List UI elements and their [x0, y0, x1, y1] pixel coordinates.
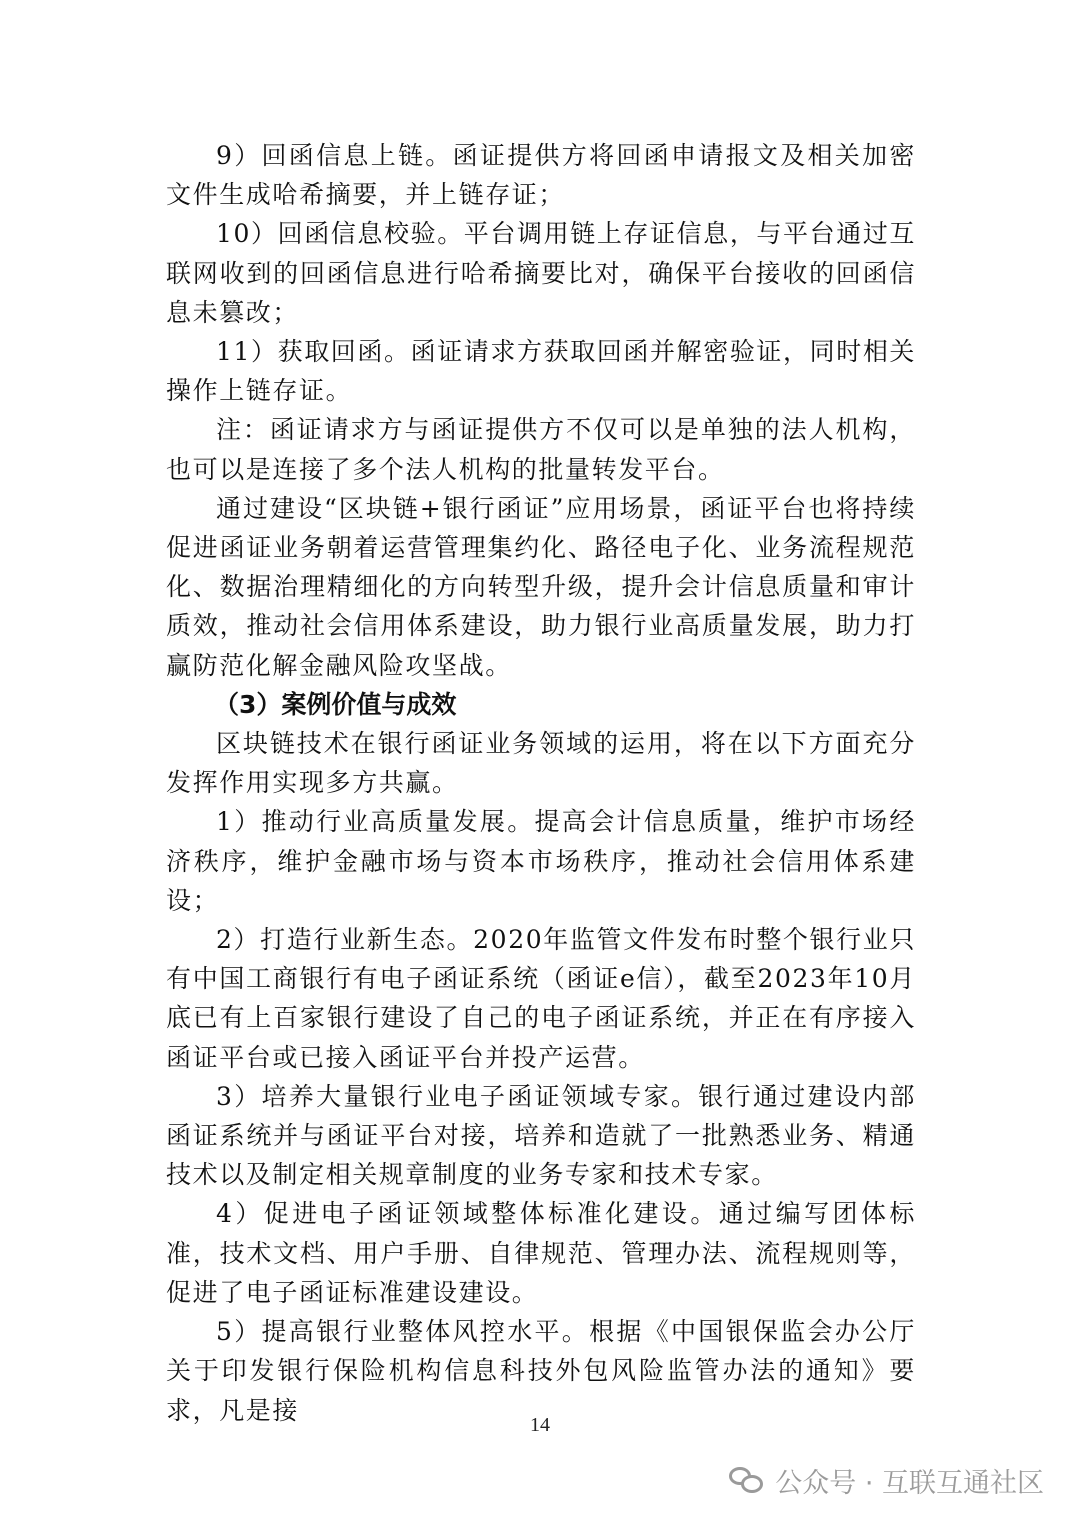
paragraph-step-10: 10）回函信息校验。平台调用链上存证信息，与平台通过互联网收到的回函信息进行哈希摘要比对，确保平台接收的回函信息未篡改；	[166, 219, 917, 327]
paragraph-summary: 通过建设“区块链+银行函证”应用场景，函证平台也将持续促进函证业务朝着运营管理集约化、路径电子化、业务流程规范化、数据治理精细化的方向转型升级，提升会计信息质量和审计质效，推动社会信用体系建设，助力银行业高质量发展，助力打赢防范化解金融风险攻坚战。	[166, 493, 916, 680]
paragraph-step-9: 9）回函信息上链。函证提供方将回函申请报文及相关加密文件生成哈希摘要，并上链存证；	[166, 141, 916, 210]
section-heading: （3）案例价值与成效	[214, 689, 457, 719]
paragraph-value-2: 2）打造行业新生态。2020年监管文件发布时整个银行业只有中国工商银行有电子函证系统（函证e信），截至2023年10月底已有上百家银行建设了自己的电子函证系统，并正在有序接入函证平台或已接入函证平台并投产运营。	[166, 925, 916, 1072]
document-body	[166, 136, 916, 1430]
paragraph-value-1: 1）推动行业高质量发展。提高会计信息质量，维护市场经济秩序，维护金融市场与资本市场秩序，推动社会信用体系建设；	[166, 807, 916, 915]
paragraph-intro: 区块链技术在银行函证业务领域的运用，将在以下方面充分发挥作用实现多方共赢。	[166, 729, 916, 798]
wechat-icon	[729, 1465, 765, 1495]
paragraph-note: 注：函证请求方与函证提供方不仅可以是单独的法人机构，也可以是连接了多个法人机构的批量转发平台。	[166, 415, 916, 484]
watermark	[729, 1458, 1044, 1502]
watermark-text: 公众号 · 互联互通社区	[775, 1467, 1044, 1499]
paragraph-value-3: 3）培养大量银行业电子函证领域专家。银行通过建设内部函证系统并与函证平台对接，培养和造就了一批熟悉业务、精通技术以及制定相关规章制度的业务专家和技术专家。	[166, 1081, 916, 1190]
paragraph-value-4: 4）促进电子函证领域整体标准化建设。通过编写团体标准，技术文档、用户手册、自律规范、管理办法、流程规则等，促进了电子函证标准建设建设。	[166, 1199, 916, 1307]
paragraph-value-5: 5）提高银行业整体风控水平。根据《中国银保监会办公厅关于印发银行保险机构信息科技外包风险监管办法的通知》要求，凡是接	[166, 1317, 916, 1425]
paragraph-step-11: 11）获取回函。函证请求方获取回函并解密验证，同时相关操作上链存证。	[166, 337, 917, 406]
page-number: 14	[530, 1414, 550, 1436]
